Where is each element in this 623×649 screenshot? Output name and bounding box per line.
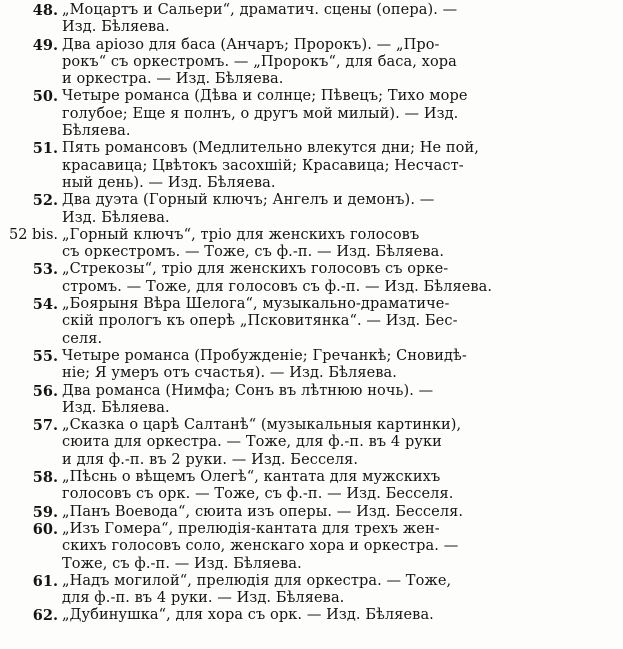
entry-text-line: сюита для оркестра. — Тоже, для ф.-п. въ 4 руки <box>62 434 442 451</box>
entry-text-line: Изд. Бѣляева. <box>62 19 170 36</box>
entry-number: 48. <box>32 2 58 19</box>
entry-text <box>62 521 609 573</box>
entry-text-line: Два аріозо для баса (Анчаръ; Пророкъ). — „Про- <box>62 36 440 53</box>
entry-text-line: Бѣляева. <box>62 123 131 140</box>
entry-text-line: „Изъ Гомера“, прелюдія-кантата для трехъ жен- <box>62 520 440 537</box>
entry-text-line: „Моцартъ и Сальери“, драматич. сцены (опера). — <box>62 2 458 18</box>
entry-text-line: Изд. Бѣляева. <box>62 209 170 226</box>
catalog-entry <box>32 382 609 418</box>
entry-text-line: Четыре романса (Дѣва и солнце; Пѣвецъ; Тихо море <box>62 88 468 105</box>
catalog-entry <box>8 226 609 262</box>
entry-number: 57. <box>32 417 58 435</box>
entry-text <box>62 296 609 348</box>
catalog-entry <box>32 417 609 469</box>
entry-number: 52. <box>32 192 58 210</box>
entry-text-line: „Горный ключъ“, тріо для женскихъ голосовъ <box>62 226 420 243</box>
entry-text-line: „Дубинушка“, для хора съ орк. — Изд. Бѣляева. <box>62 607 434 624</box>
entry-text-line: „Надъ могилой“, прелюдія для оркестра. — Тоже, <box>62 572 452 589</box>
catalog-entry <box>32 503 609 521</box>
entry-text-line: и для ф.-п. въ 2 руки. — Изд. Бесселя. <box>62 451 359 468</box>
entry-number: 51. <box>32 140 58 158</box>
entry-text-line: селя. <box>62 330 103 347</box>
entry-text <box>62 348 609 383</box>
entry-text-line: голубое; Еще я полнъ, о другъ мой милый). — Изд. <box>62 105 459 122</box>
entry-text <box>62 140 609 192</box>
catalog-entry <box>32 88 609 140</box>
entry-text-line: Тоже, съ ф.-п. — Изд. Бѣляева. <box>62 555 302 572</box>
entry-text-line: съ оркестромъ. — Тоже, съ ф.-п. — Изд. Бѣляева. <box>62 244 445 261</box>
catalog-entry <box>32 192 609 227</box>
catalog-entry <box>32 347 609 383</box>
entry-number: 60. <box>32 520 58 538</box>
entry-text <box>62 261 609 296</box>
catalog-entry <box>32 140 609 192</box>
entry-text-line: „Панъ Воевода“, сюита изъ оперы. — Изд. Бесселя. <box>62 503 464 520</box>
catalog-entry <box>32 469 609 504</box>
entry-text-line: для ф.-п. въ 4 руки. — Изд. Бѣляева. <box>62 590 345 607</box>
entry-text <box>62 192 609 227</box>
entry-number: 52 bis. <box>8 226 58 243</box>
entry-text-line: ніе; Я умеръ отъ счастья). — Изд. Бѣляева. <box>62 365 397 382</box>
entry-text-line: скій прологъ къ оперѣ „Псковитянка“. — Изд. Бес- <box>62 313 458 330</box>
entry-text-line: „Сказка о царѣ Салтанѣ“ (музыкальныя картинки), <box>62 417 462 434</box>
entry-text <box>62 573 609 608</box>
entry-number: 58. <box>32 469 58 487</box>
entry-number: 50. <box>32 88 58 106</box>
entry-text-line: „Боярыня Вѣра Шелога“, музыкально-драматиче- <box>62 296 450 313</box>
entry-text <box>62 37 609 89</box>
entry-text <box>62 607 609 624</box>
entry-text <box>62 383 609 418</box>
entry-text-line: „Стрекозы“, тріо для женскихъ голосовъ съ орке- <box>62 261 449 278</box>
catalog-entry <box>32 607 609 625</box>
entry-number: 49. <box>32 36 58 54</box>
entry-number: 56. <box>32 382 58 400</box>
entry-number: 55. <box>32 347 58 365</box>
catalog-entry <box>32 2 609 37</box>
entry-text <box>62 504 609 521</box>
entry-text-line: „Пѣснь о вѣщемъ Олегѣ“, кантата для мужскихъ <box>62 469 441 486</box>
catalog-entry <box>32 261 609 296</box>
entry-text <box>62 88 609 140</box>
entry-text-line: Пять романсовъ (Медлительно влекутся дни; Не пой, <box>62 140 479 157</box>
entry-number: 59. <box>32 503 58 521</box>
entry-text-line: Два романса (Нимфа; Сонъ въ лѣтнюю ночь). — <box>62 382 434 399</box>
entry-text-line: Изд. Бѣляева. <box>62 399 170 416</box>
entry-number: 62. <box>32 607 58 625</box>
entry-number: 54. <box>32 296 58 314</box>
entry-text-line: Два дуэта (Горный ключъ; Ангелъ и демонъ). — <box>62 192 435 209</box>
catalog-entry <box>32 520 609 573</box>
entry-number: 53. <box>32 261 58 279</box>
entry-text-line: стромъ. — Тоже, для голосовъ съ ф.-п. — Изд. Бѣляева. <box>62 278 493 295</box>
entry-number: 61. <box>32 572 58 590</box>
entry-text-line: и оркестра. — Изд. Бѣляева. <box>62 71 284 88</box>
entry-text <box>62 2 609 37</box>
entry-text <box>62 227 609 262</box>
entry-text-line: ный день). — Изд. Бѣляева. <box>62 174 276 191</box>
entry-text-line: Четыре романса (Пробужденіе; Гречанкѣ; Сновидѣ- <box>62 347 467 364</box>
catalog-entry <box>32 296 609 348</box>
entry-text-line: красавица; Цвѣтокъ засохшій; Красавица; Несчаст- <box>62 157 464 174</box>
entry-text <box>62 469 609 504</box>
entry-text-line: рокъ“ съ оркестромъ. — „Пророкъ“, для баса, хора <box>62 53 457 70</box>
entry-text-line: скихъ голосовъ соло, женскаго хора и оркестра. — <box>62 538 459 555</box>
entry-text-line: голосовъ съ орк. — Тоже, съ ф.-п. — Изд. Бесселя. <box>62 486 454 503</box>
catalog-entry <box>32 36 609 89</box>
entry-text <box>62 417 609 469</box>
catalog-entry <box>32 572 609 608</box>
